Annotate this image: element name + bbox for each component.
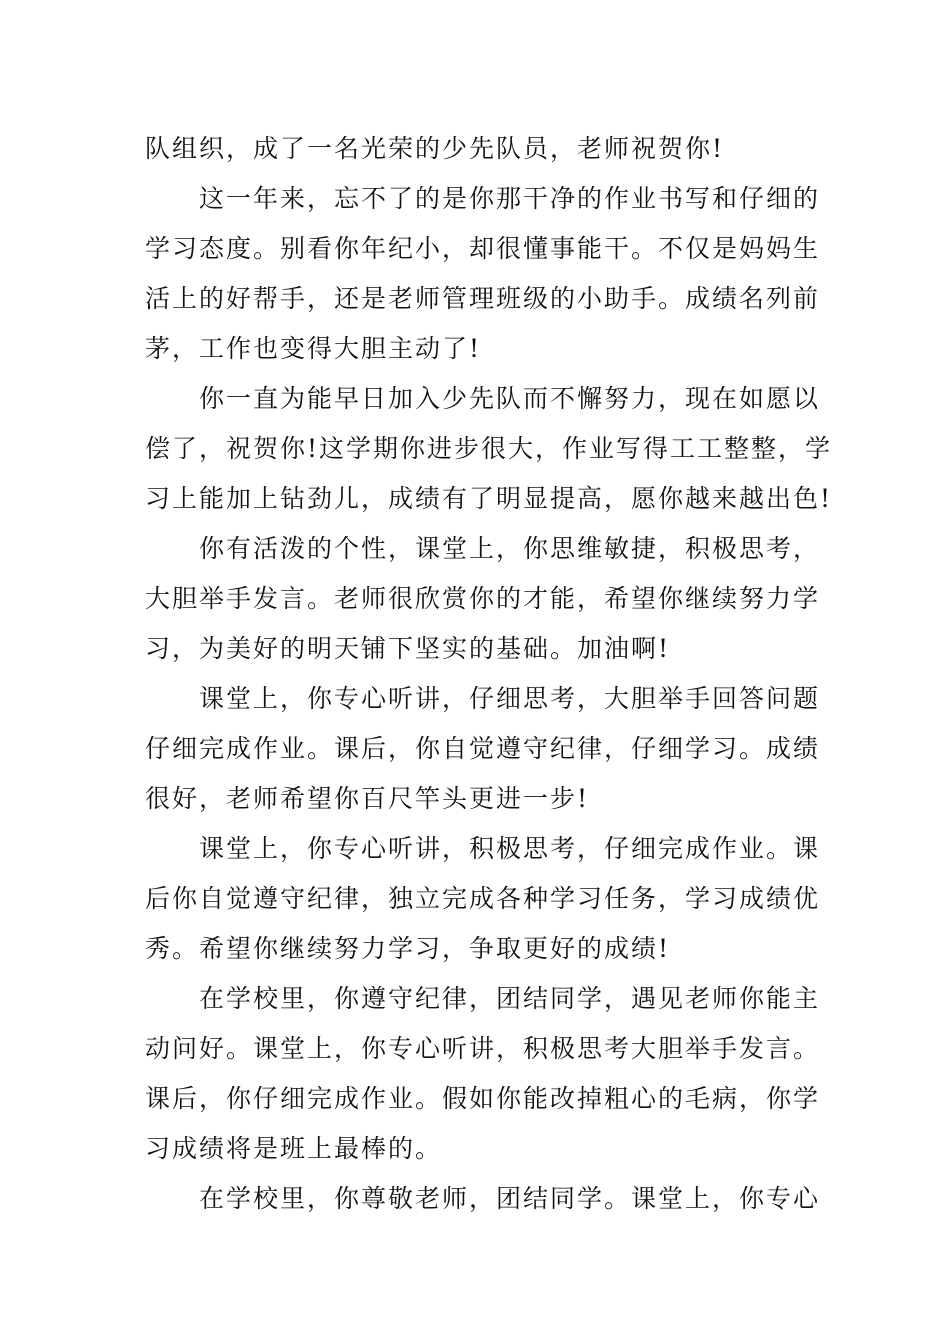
- paragraph: [145, 524, 821, 674]
- text-line: 课堂上，你专心听讲，仔细思考，大胆举手回答问题: [199, 684, 821, 713]
- text-line: 茅，工作也变得大胆主动了!: [145, 334, 482, 363]
- text-line: 习，为美好的明天铺下坚实的基础。加油啊!: [145, 634, 671, 663]
- text-line: 偿了，祝贺你!这学期你进步很大，作业写得工工整整，学: [145, 434, 833, 463]
- text-line: 在学校里，你尊敬老师，团结同学。课堂上，你专心: [199, 1184, 821, 1213]
- paragraph: [145, 824, 821, 974]
- text-line: 动问好。课堂上，你专心听讲，积极思考大胆举手发言。: [145, 1034, 821, 1063]
- text-line: 你一直为能早日加入少先队而不懈努力，现在如愿以: [199, 384, 821, 413]
- paragraph: [145, 174, 821, 374]
- document-body: [145, 124, 833, 1224]
- paragraph: [145, 674, 821, 824]
- text-line: 很好，老师希望你百尺竿头更进一步!: [145, 784, 590, 813]
- paragraph: [145, 1174, 821, 1224]
- text-line: 活上的好帮手，还是老师管理班级的小助手。成绩名列前: [145, 284, 821, 313]
- text-line: 在学校里，你遵守纪律，团结同学，遇见老师你能主: [199, 984, 821, 1013]
- paragraph: [145, 374, 833, 524]
- text-line: 课堂上，你专心听讲，积极思考，仔细完成作业。课: [199, 834, 821, 863]
- text-line: 习上能加上钻劲儿，成绩有了明显提高，愿你越来越出色!: [145, 484, 833, 513]
- text-line: 这一年来，忘不了的是你那干净的作业书写和仔细的: [199, 184, 821, 213]
- text-line: 大胆举手发言。老师很欣赏你的才能，希望你继续努力学: [145, 584, 821, 613]
- text-line: 习成绩将是班上最棒的。: [145, 1134, 443, 1163]
- text-line: 队组织，成了一名光荣的少先队员，老师祝贺你!: [145, 134, 725, 163]
- paragraph: [145, 124, 807, 174]
- text-line: 你有活泼的个性，课堂上，你思维敏捷，积极思考，: [199, 534, 821, 563]
- text-line: 学习态度。别看你年纪小，却很懂事能干。不仅是妈妈生: [145, 234, 821, 263]
- text-line: 秀。希望你继续努力学习，争取更好的成绩!: [145, 934, 671, 963]
- text-line: 仔细完成作业。课后，你自觉遵守纪律，仔细学习。成绩: [145, 734, 821, 763]
- text-line: 课后，你仔细完成作业。假如你能改掉粗心的毛病，你学: [145, 1084, 821, 1113]
- paragraph: [145, 974, 821, 1174]
- text-line: 后你自觉遵守纪律，独立完成各种学习任务，学习成绩优: [145, 884, 821, 913]
